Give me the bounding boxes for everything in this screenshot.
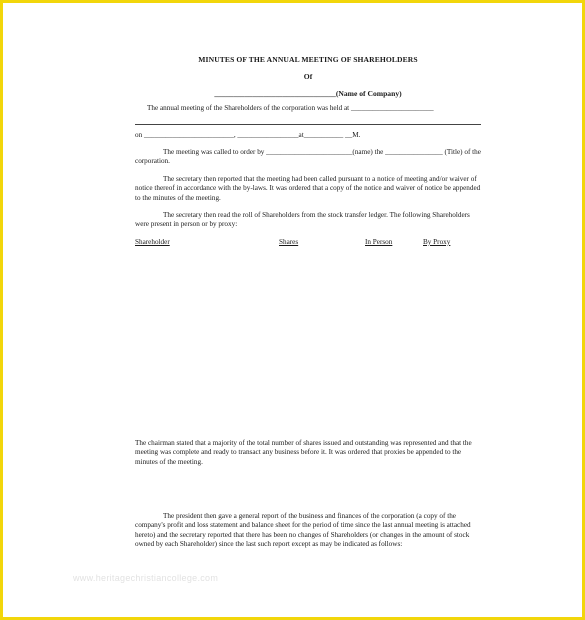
column-in-person: In Person — [365, 237, 393, 246]
secretary-notice-paragraph: The secretary then reported that the meeting had been called pursuant to a notice of meeting and/or waiver of notice thereof in accordance with the by-laws. It was ordered that a copy of the notice and waiver of notice be appended to the minutes of the meeting. — [135, 174, 481, 202]
company-name-line: ________________________________(Name of Company) — [214, 88, 402, 98]
meeting-date-line: on _________________________, _________________at___________ __M. — [135, 130, 361, 139]
blank-rule-line — [135, 124, 481, 125]
secretary-roll-paragraph: The secretary then read the roll of Shareholders from the stock transfer ledger. The following Shareholders were present in person or by proxy: — [135, 211, 470, 229]
document-title: MINUTES OF THE ANNUAL MEETING OF SHAREHOLDERS — [198, 55, 418, 64]
chairman-paragraph: The chairman stated that a majority of the total number of shares issued and outstanding was represented and that the meeting was complete and ready to transact any business before it. It was ordered that proxies be appended to the minutes of the meeting. — [135, 439, 472, 466]
called-to-order-paragraph: The meeting was called to order by ________________________(name) the ________________ (Title) of the corporation. — [135, 148, 481, 166]
column-shares: Shares — [279, 237, 299, 246]
column-by-proxy: By Proxy — [423, 237, 451, 246]
document-body — [135, 55, 481, 248]
watermark-text: www.heritagechristiancollege.com — [73, 573, 219, 583]
column-shareholder: Shareholder — [135, 237, 170, 246]
shareholder-columns-header — [135, 238, 481, 248]
of-label: Of — [303, 72, 313, 82]
president-paragraph: The president then gave a general report of the business and finances of the corporation (a copy of the company's profit and loss statement and balance sheet for the period of time since the last annual meeting is attached hereto) and the secretary reported that there has been no changes of Shareholders (or changes in the amount of stock owned by each Shareholder) since the last such report except as may be indicated as follows: — [135, 512, 471, 549]
meeting-location-line: The annual meeting of the Shareholders of the corporation was held at _______________________ — [147, 104, 434, 113]
